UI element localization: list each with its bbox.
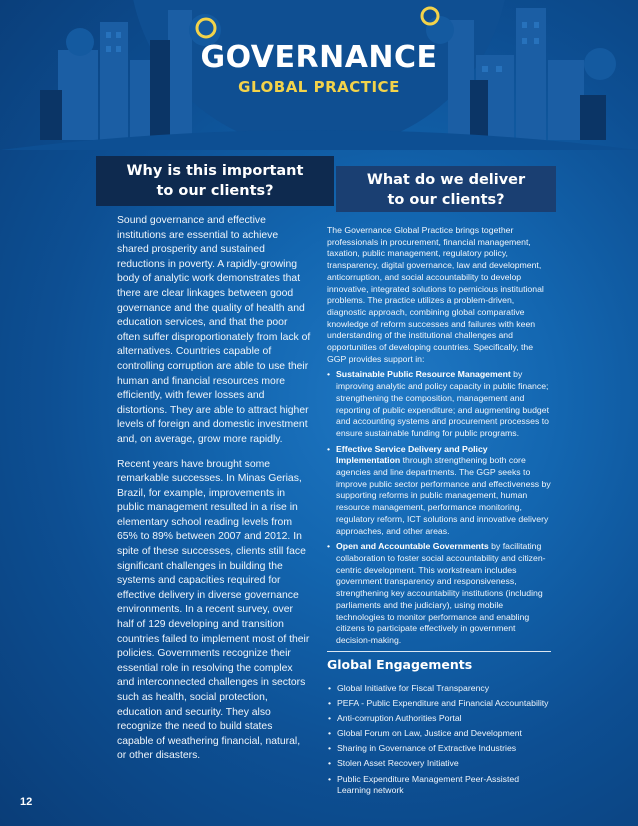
left-column-text (117, 214, 311, 774)
page-subtitle: GLOBAL PRACTICE (238, 78, 400, 96)
what-deliver-line1: What do we deliver (366, 172, 526, 188)
right-column-text (327, 225, 551, 651)
what-deliver-line2: to our clients? (387, 192, 505, 208)
support-item (327, 369, 551, 439)
right-intro: The Governance Global Practice brings together professionals in procurement, financial management, taxation, public management, regulatory policy, transparency, digital governance, law and development, anticorruption, and social accountability to develop innovative, integrated solutions to pernicious institutional problems. The practice utilizes a problem-driven, diagnostic approach, combining global comparative knowledge of reform successes and failures with keen understanding of the institutional challenges and opportunities of developing countries. Specifically, the GGP provides support in: (327, 225, 544, 364)
support-item-text: by facilitating collaboration to foster social accountability and citizen-centric development. This workstream includes government transparency and responsiveness, strengthening key accountability institutions (including parliaments and the judiciary), using mobile technologies to monitor performance and enabling citizens to participate effectively in government decision-making. (336, 541, 546, 645)
support-item (327, 444, 551, 538)
why-important-line2: to our clients? (156, 183, 274, 199)
section-divider (327, 651, 551, 652)
page-title: GOVERNANCE (200, 40, 438, 75)
support-item-title: Sustainable Public Resource Management (336, 369, 511, 380)
page-number: 12 (20, 796, 33, 808)
global-engagements-list (327, 683, 551, 800)
title-block (190, 34, 448, 114)
list-item: • PEFA - Public Expenditure and Financial Accountability (327, 698, 551, 710)
left-paragraph-1: Sound governance and effective institutions are essential to achieve shared prosperity and sustained reductions in poverty. A rapidly-growing body of analytic work demonstrates that there are clear linkages between good governance and the quality of health and education services, and that the poor often suffer disproportionately from lack of alternatives. Countries capable of controlling corruption are able to use their human and financial resources more efficiently, with fewer losses and distortions. They are able to attract higher levels of foreign and domestic investment and, on average, grow more rapidly. (117, 215, 311, 445)
list-item: • Public Expenditure Management Peer-Assisted Learning network (327, 774, 551, 797)
why-important-line1: Why is this important (126, 163, 304, 179)
list-item: • Sharing in Governance of Extractive Industries (327, 743, 551, 755)
support-list (327, 369, 551, 646)
left-paragraph-2: Recent years have brought some remarkable successes. In Minas Gerias, Brazil, for example, improvements in public management resulted in a rise in elementary school reading levels from 65% to 89% between 2007 and 2012. In spite of these successes, clients still face significant challenges in building the systems and capacities required for effective delivery in diverse governance environments. In a recent survey, over half of 129 developing and transition countries failed to implement most of their policies. Governments recognize their essential role in resolving the complex and interconnected challenges in sectors such as health, social protection, education and security. They also recognize the need to build states capable of weathering financial, natural, or other disasters. (117, 458, 310, 762)
what-deliver-header (336, 166, 556, 212)
list-item: • Global Forum on Law, Justice and Development (327, 728, 551, 740)
list-item: • Anti-corruption Authorities Portal (327, 713, 551, 725)
support-item-title: Open and Accountable Governments (336, 541, 489, 552)
support-item (327, 541, 551, 646)
support-item-text: by improving analytic and policy capacity in public finance; strengthening the composition, management and reporting of public expenditure; and augmenting budget and accounting systems and procurement processes to ensure sustainable funding for public programs. (336, 369, 549, 438)
why-important-header (96, 156, 334, 206)
support-item-title: Effective Service Delivery and Policy Implementation (336, 443, 488, 466)
list-item: • Stolen Asset Recovery Initiative (327, 758, 551, 770)
global-engagements-title: Global Engagements (327, 657, 473, 672)
list-item: • Global Initiative for Fiscal Transparency (327, 683, 551, 695)
support-item-text: through strengthening both core agencies and line departments. The GGP seeks to improve public sector performance and effectiveness by supporting reforms in public management, human resource management, performance monitoring, regulatory reform, ICT solutions and innovative delivery approaches, and other areas. (336, 455, 551, 536)
